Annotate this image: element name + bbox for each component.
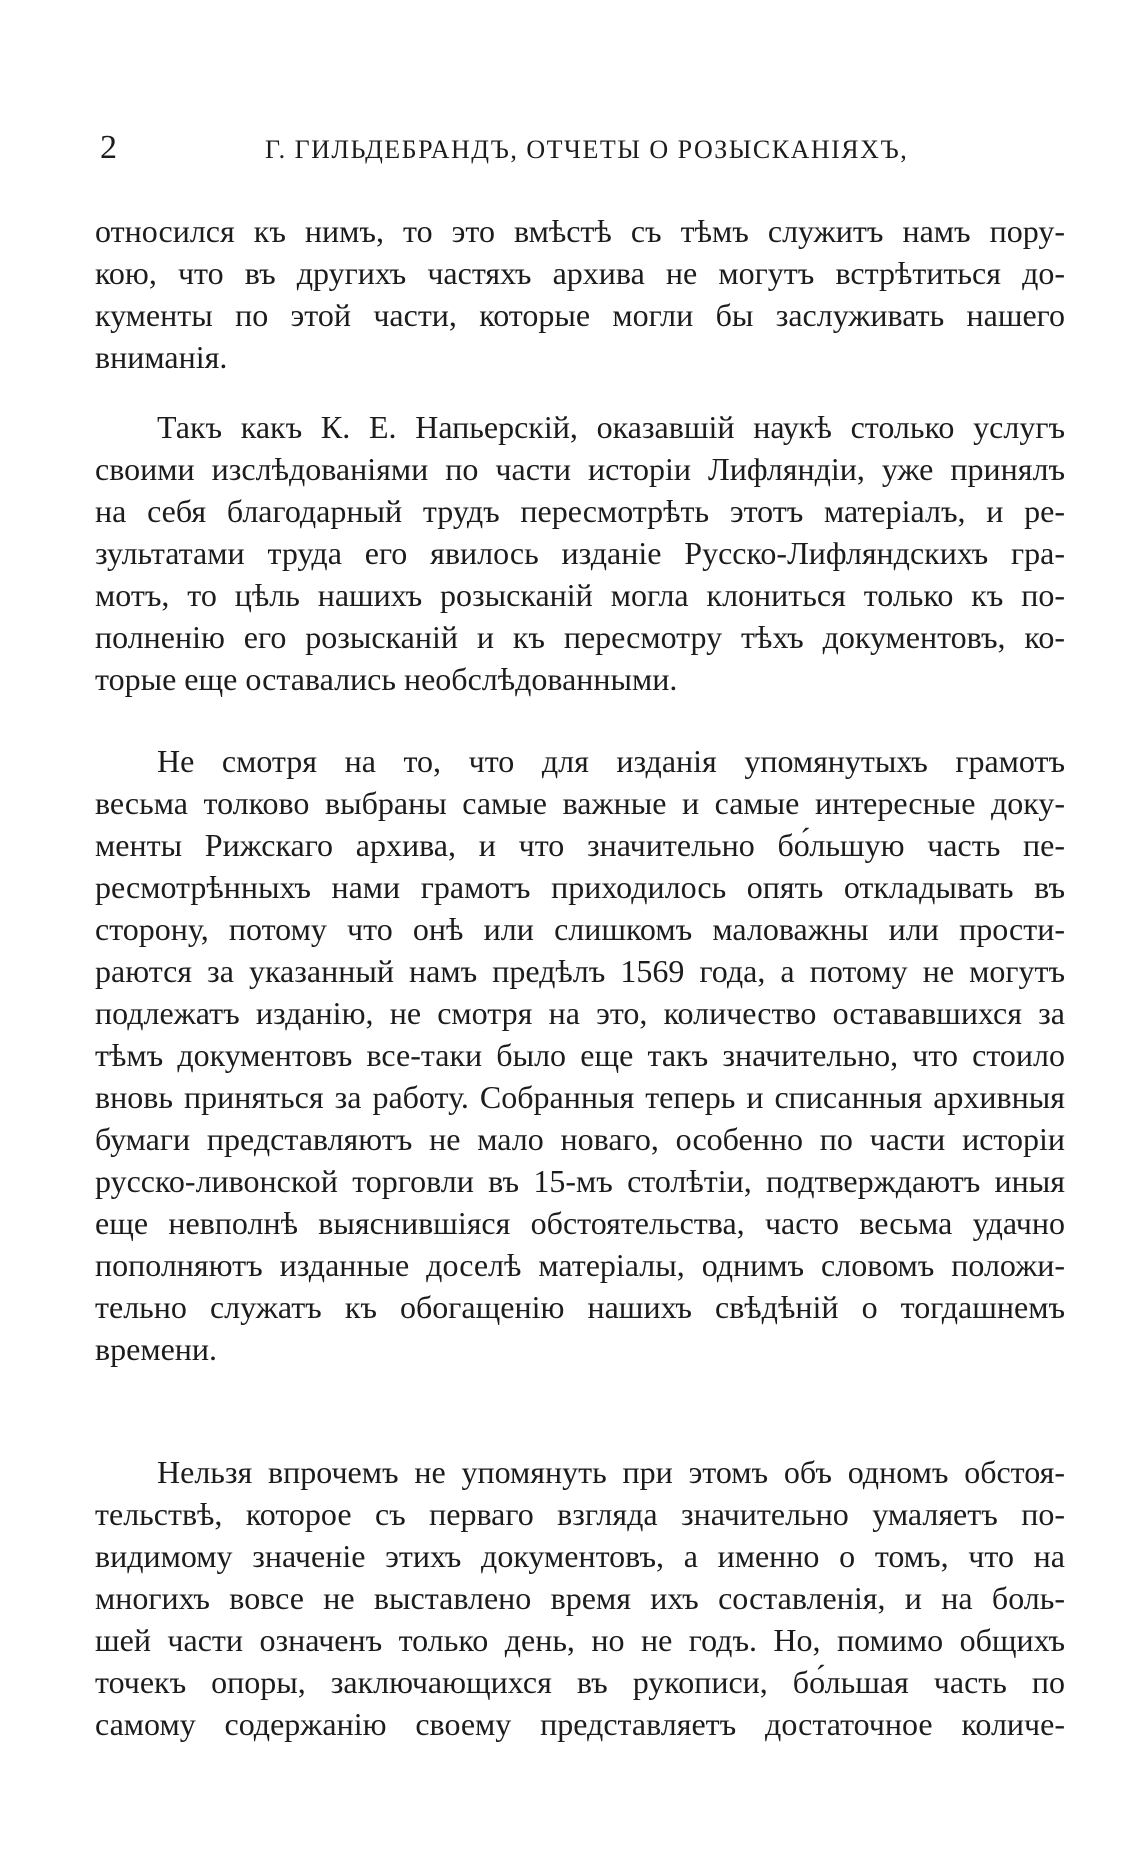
text-line: вниманія.: [95, 339, 228, 375]
text-line: пополняютъ изданные доселѣ матеріалы, однимъ словомъ положи-: [95, 1247, 1065, 1283]
text-line: кументы по этой части, которые могли бы заслуживать нашего: [95, 297, 1065, 333]
text-line: Не смотря на то, что для изданія упомянутыхъ грамотъ: [157, 743, 1065, 779]
text-line: торые еще оставались необслѣдованными.: [95, 661, 678, 697]
text-line: весьма толково выбраны самые важные и самые интересные доку-: [95, 785, 1065, 821]
text-line: менты Рижскаго архива, и что значительно бо́льшую часть пе-: [95, 827, 1065, 863]
text-line: сторону, потому что онѣ или слишкомъ маловажны или прости-: [95, 911, 1065, 947]
paragraph: [95, 740, 1065, 1370]
text-line: шей части означенъ только день, но не годъ. Но, помимо общихъ: [95, 1622, 1065, 1658]
text-line: ресмотрѣнныхъ нами грамотъ приходилось опять откладывать въ: [95, 869, 1065, 905]
text-line: тельствѣ, которое съ перваго взгляда значительно умаляетъ по-: [95, 1496, 1065, 1532]
text-line: времени.: [95, 1331, 218, 1367]
text-line: еще невполнѣ выяснившіяся обстоятельства, часто весьма удачно: [95, 1205, 1065, 1241]
text-line: полненію его розысканій и къ пересмотру тѣхъ документовъ, ко-: [95, 619, 1065, 655]
paragraph: [95, 210, 1065, 378]
text-line: видимому значеніе этихъ документовъ, а именно о томъ, что на: [95, 1538, 1065, 1574]
running-head-title: Г. ГИЛЬДЕБРАНДЪ, ОТЧЕТЫ О РОЗЫСКАНІЯХЪ,: [265, 135, 909, 164]
running-head: [100, 128, 1060, 168]
text-line: самому содержанію своему представляетъ достаточное количе-: [95, 1706, 1065, 1742]
text-line: кою, что въ другихъ частяхъ архива не могутъ встрѣтиться до-: [95, 255, 1065, 291]
text-line: Нельзя впрочемъ не упомянуть при этомъ объ одномъ обстоя-: [157, 1454, 1065, 1490]
text-line: Такъ какъ К. Е. Напьерскій, оказавшій наукѣ столько услугъ: [157, 409, 1065, 445]
text-line: раются за указанный намъ предѣлъ 1569 года, а потому не могутъ: [95, 953, 1065, 989]
paragraph: [95, 1451, 1065, 1745]
text-line: вновь приняться за работу. Собранныя теперь и списанныя архивныя: [95, 1079, 1065, 1115]
text-line: своими изслѣдованіями по части исторіи Лифляндіи, уже принялъ: [95, 451, 1065, 487]
text-line: мотъ, то цѣль нашихъ розысканій могла клониться только къ по-: [95, 577, 1065, 613]
text-line: точекъ опоры, заключающихся въ рукописи, бо́льшая часть по: [95, 1664, 1065, 1700]
page-number: 2: [100, 129, 117, 166]
text-line: тельно служатъ къ обогащенію нашихъ свѣдѣній о тогдашнемъ: [95, 1289, 1065, 1325]
paragraph: [95, 406, 1065, 700]
text-line: тѣмъ документовъ все-таки было еще такъ значительно, что стоило: [95, 1037, 1065, 1073]
text-line: на себя благодарный трудъ пересмотрѣть этотъ матеріалъ, и ре-: [95, 493, 1065, 529]
text-line: русско-ливонской торговли въ 15-мъ столѣтіи, подтверждаютъ иныя: [95, 1163, 1065, 1199]
text-line: многихъ вовсе не выставлено время ихъ составленія, и на боль-: [95, 1580, 1065, 1616]
text-line: зультатами труда его явилось изданіе Русско-Лифляндскихъ гра-: [95, 535, 1065, 571]
text-line: подлежатъ изданію, не смотря на это, количество остававшихся за: [95, 995, 1065, 1031]
text-line: бумаги представляютъ не мало новаго, особенно по части исторіи: [95, 1121, 1065, 1157]
text-line: относился къ нимъ, то это вмѣстѣ съ тѣмъ служитъ намъ пору-: [95, 213, 1065, 249]
